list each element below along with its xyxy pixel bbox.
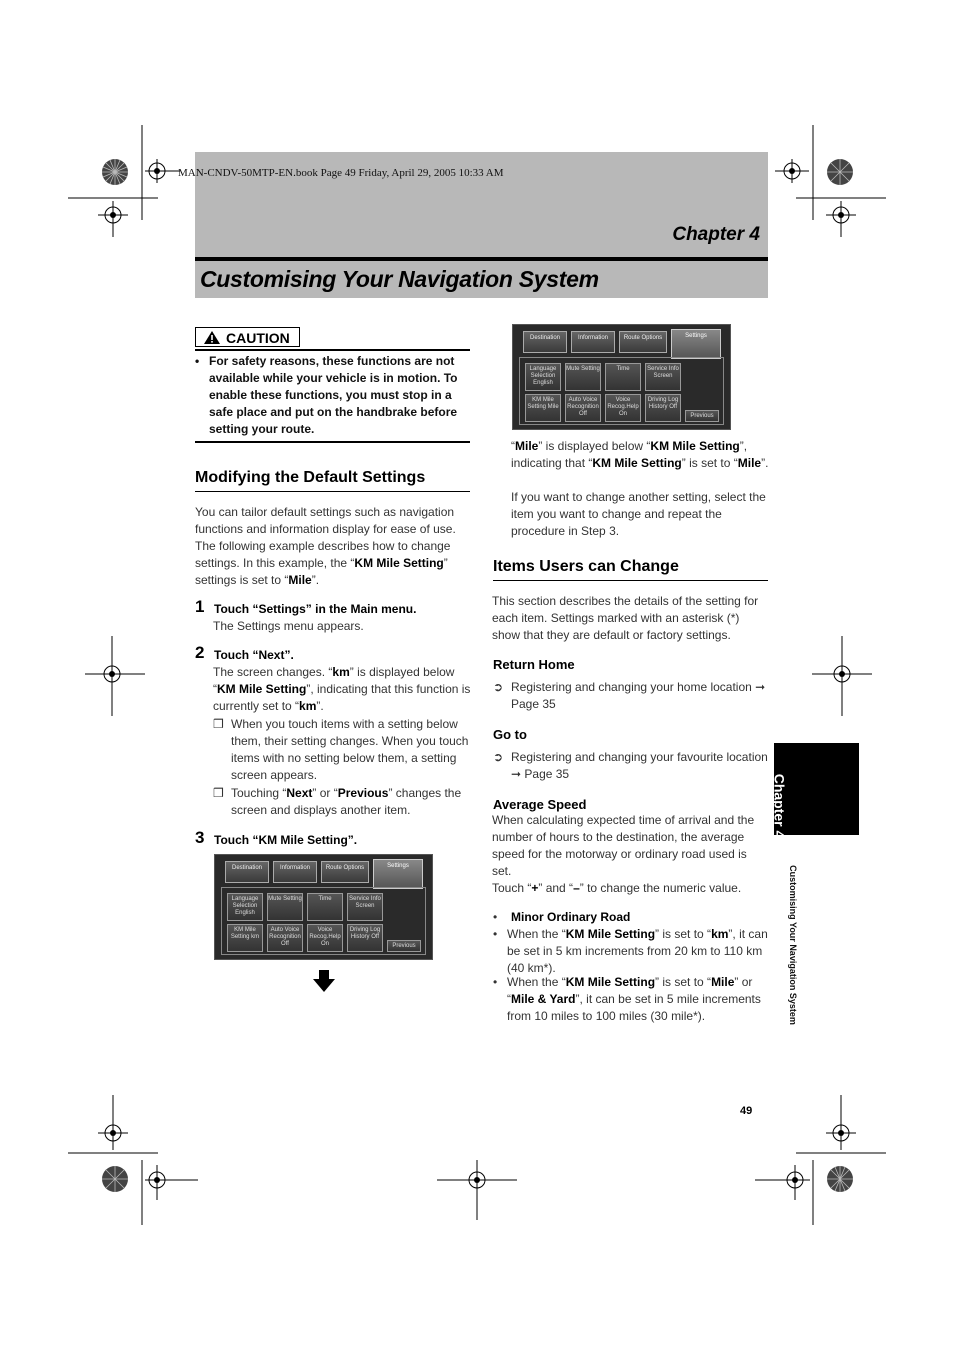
settings-screen-image-mile — [512, 324, 731, 430]
bullet: • — [493, 927, 498, 941]
warning-icon — [204, 331, 220, 349]
side-section-title: Customising Your Navigation System — [788, 865, 798, 1025]
btn-language: Language Selection English — [525, 363, 561, 391]
go-to-ref: ➲ Registering and changing your favourite location ➞ Page 35 — [493, 750, 768, 781]
return-home-ref: ➲ Registering and changing your home location ➞ Page 35 — [493, 680, 766, 711]
btn-service-info: Service Info Screen — [347, 893, 383, 921]
crop-mark-icon — [755, 1160, 815, 1225]
subheading-go-to: Go to — [493, 727, 527, 742]
step-desc-1: The Settings menu appears. — [213, 619, 364, 633]
tab-destination: Destination — [225, 861, 269, 883]
step-number-2: 2 — [195, 643, 205, 662]
caution-divider-bottom — [195, 441, 470, 443]
chapter-side-tab-label: Chapter 4 — [771, 773, 788, 839]
btn-driving-log: Driving Log History Off — [347, 924, 383, 952]
header-divider — [195, 257, 768, 261]
crop-mark-icon — [85, 636, 145, 716]
section-heading-modifying: Modifying the Default Settings — [195, 469, 426, 486]
crop-mark-icon — [68, 197, 158, 257]
caution-divider-top — [195, 349, 470, 351]
btn-previous: Previous — [387, 940, 421, 952]
page-number: 49 — [740, 1105, 753, 1117]
section-divider — [195, 491, 470, 492]
step-desc-2: The screen changes. “km” is displayed below “KM Mile Setting”, indicating that this function is currently set to “km”. — [213, 665, 471, 713]
average-speed-desc: When calculating expected time of arrival and the number of hours to the destination, the average speed for the motorway or ordinary road used is set. — [492, 813, 755, 878]
tab-information: Information — [571, 331, 615, 353]
step-title-1: Touch “Settings” in the Main menu. — [214, 602, 417, 616]
repeat-paragraph: If you want to change another setting, select the item you want to change and repeat the procedure in Step 3. — [511, 490, 766, 538]
subheading-return-home: Return Home — [493, 657, 575, 672]
btn-time: Time — [605, 363, 641, 391]
crop-mark-icon — [796, 197, 886, 257]
btn-driving-log: Driving Log History Off — [645, 394, 681, 422]
crop-mark-icon — [140, 1160, 200, 1225]
subheading-average-speed: Average Speed — [493, 797, 587, 812]
crop-mark-icon — [812, 636, 872, 716]
tab-route-options: Route Options — [321, 861, 369, 883]
step-title-3: Touch “KM Mile Setting”. — [214, 833, 358, 847]
registration-wheel-icon — [100, 1164, 130, 1194]
caution-label: CAUTION — [226, 330, 290, 346]
down-arrow-icon — [313, 970, 335, 997]
items-intro: This section describes the details of the setting for each item. Settings marked with an asterisk (*) show that they are default or factory settings. — [492, 594, 759, 642]
settings-screen-image — [214, 854, 433, 960]
bullet: • — [493, 975, 498, 989]
btn-service-info: Service Info Screen — [645, 363, 681, 391]
crop-mark-icon — [68, 1095, 158, 1155]
minor-road-km: • When the “KM Mile Setting” is set to “km”, it can be set in 5 km increments from 20 km to 110 km (40 km*). — [493, 927, 768, 975]
note-checkbox-icon: ❒ — [213, 717, 224, 731]
tab-route-options: Route Options — [619, 331, 667, 353]
registration-wheel-icon — [825, 157, 855, 187]
step-note-2: ❒ Touching “Next” or “Previous” changes the screen and displays another item. — [213, 786, 462, 817]
step-title-2: Touch “Next”. — [214, 648, 294, 662]
btn-auto-voice: Auto Voice Recognition Off — [565, 394, 601, 422]
registration-wheel-icon — [825, 1164, 855, 1194]
caution-text — [195, 353, 470, 438]
chapter-label: Chapter 4 — [672, 224, 760, 245]
btn-mute: Mute Setting — [267, 893, 303, 921]
tab-settings: Settings — [373, 859, 423, 889]
book-info: MAN-CNDV-50MTP-EN.book Page 49 Friday, April 29, 2005 10:33 AM — [178, 167, 504, 179]
tab-destination: Destination — [523, 331, 567, 353]
btn-voice-help: Voice Recog.Help On — [605, 394, 641, 422]
caution-label-box — [195, 327, 300, 347]
page-title: Customising Your Navigation System — [200, 266, 599, 292]
touch-plus-minus: Touch “+” and “–” to change the numeric value. — [492, 881, 742, 895]
btn-km-mile: KM Mile Setting km — [227, 924, 263, 952]
mile-result-paragraph: “Mile” is displayed below “KM Mile Setting”, indicating that “KM Mile Setting” is set to “Mile”. — [511, 439, 769, 470]
btn-voice-help: Voice Recog.Help On — [307, 924, 343, 952]
intro-paragraph: You can tailor default settings such as navigation functions and information display for ease of use. The following example describes how to change settings. In this example, the “KM Mile Setting” settings is set to “Mile”. — [195, 505, 456, 587]
registration-wheel-icon — [100, 157, 130, 187]
btn-previous: Previous — [685, 410, 719, 422]
btn-language: Language Selection English — [227, 893, 263, 921]
minor-road-mile: • When the “KM Mile Setting” is set to “Mile” or “Mile & Yard”, it can be set in 5 mile increments from 10 miles to 100 miles (30 mile*). — [493, 975, 761, 1023]
note-checkbox-icon: ❒ — [213, 786, 224, 800]
btn-mute: Mute Setting — [565, 363, 601, 391]
caution-body: For safety reasons, these functions are not available while your vehicle is in motion. To enable these functions, you must stop in a safe place and put on the handbrake before setting your route. — [209, 354, 458, 436]
step-number-3: 3 — [195, 828, 205, 847]
bullet: • — [493, 910, 498, 924]
tab-information: Information — [273, 861, 317, 883]
reference-arrow-icon: ➲ — [493, 750, 504, 764]
step-note-1: ❒ When you touch items with a setting below them, their setting changes. When you touch items with no setting below them, a setting screen appears. — [213, 717, 469, 782]
btn-auto-voice: Auto Voice Recognition Off — [267, 924, 303, 952]
bullet: • — [195, 354, 200, 368]
crop-mark-icon — [437, 1160, 517, 1220]
step-number-1: 1 — [195, 597, 205, 616]
tab-settings: Settings — [671, 329, 721, 359]
minor-road-heading: • Minor Ordinary Road — [493, 910, 631, 924]
crop-mark-icon — [796, 1095, 886, 1155]
section-divider — [493, 580, 768, 581]
section-heading-items: Items Users can Change — [493, 558, 679, 575]
btn-km-mile: KM Mile Setting Mile — [525, 394, 561, 422]
reference-arrow-icon: ➲ — [493, 680, 504, 694]
btn-time: Time — [307, 893, 343, 921]
